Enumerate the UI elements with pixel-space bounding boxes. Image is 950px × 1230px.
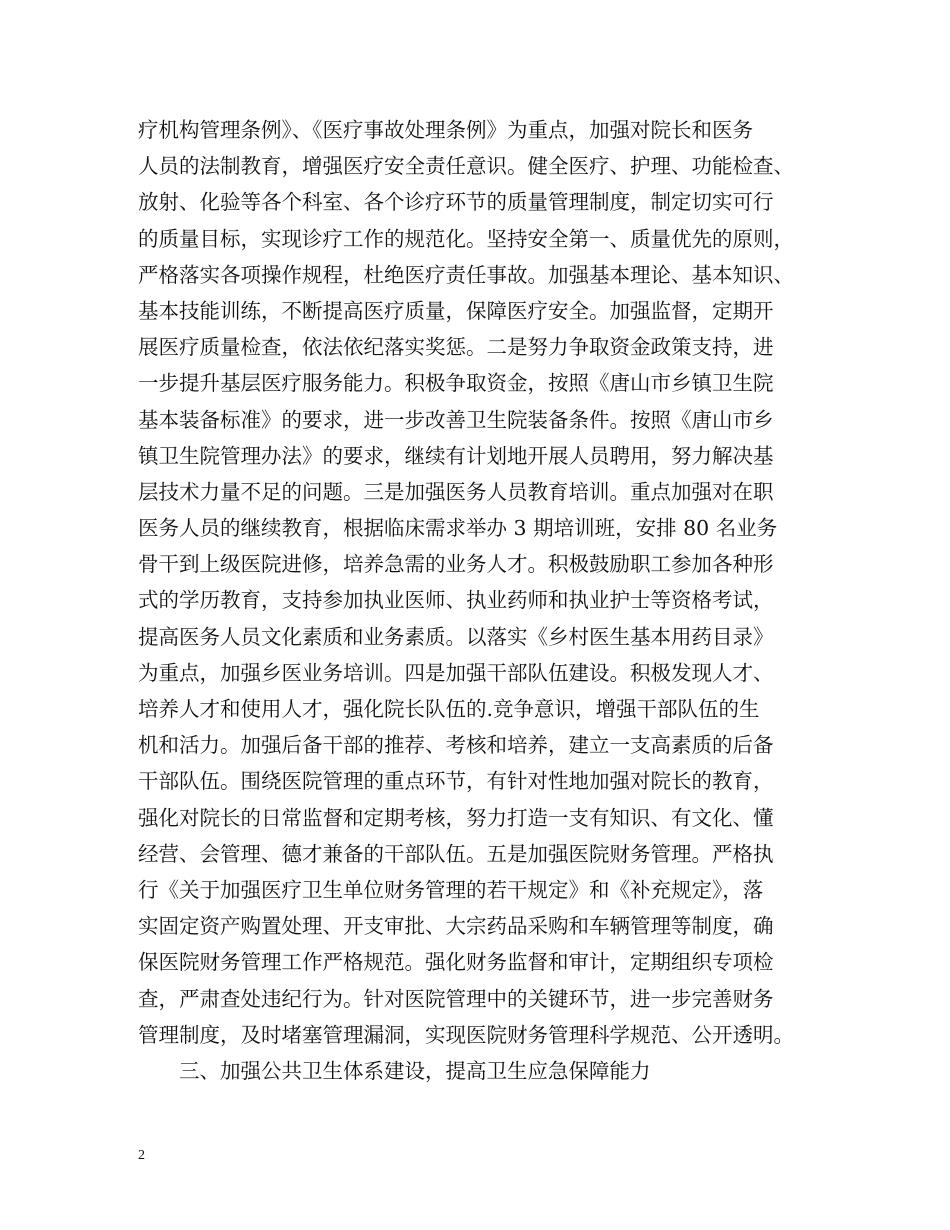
paragraph-line: 放射、化验等各个科室、各个诊疗环节的质量管理制度，制定切实可行 [138,190,774,215]
paragraph-line: 一步提升基层医疗服务能力。积极争取资金，按照《唐山市乡镇卫生院 [138,371,774,396]
paragraph-line: 经营、会管理、德才兼备的干部队伍。五是加强医院财务管理。严格执 [138,841,774,866]
paragraph-line: 严格落实各项操作规程，杜绝医疗责任事故。加强基本理论、基本知识、 [138,262,794,287]
paragraph-line: 展医疗质量检查，依法依纪落实奖惩。二是努力争取资金政策支持，进 [138,335,774,360]
section-heading: 三、加强公共卫生体系建设，提高卫生应急保障能力 [179,1058,651,1083]
paragraph-line: 式的学历教育，支持参加执业医师、执业药师和执业护士等资格考试， [138,588,774,613]
document-body [138,112,838,1089]
paragraph-line: 提高医务人员文化素质和业务素质。以落实《乡村医生基本用药目录》 [138,624,774,649]
paragraph-line: 干部队伍。围绕医院管理的重点环节，有针对性地加强对院长的教育， [138,769,774,794]
paragraph-line: 的质量目标，实现诊疗工作的规范化。坚持安全第一、质量优先的原则， [138,226,794,251]
paragraph-line: 为重点，加强乡医业务培训。四是加强干部队伍建设。积极发现人才、 [138,660,774,685]
paragraph-line: 骨干到上级医院进修，培养急需的业务人才。积极鼓励职工参加各种形 [138,552,774,577]
paragraph-line: 管理制度，及时堵塞管理漏洞，实现医院财务管理科学规范、公开透明。 [138,1022,794,1047]
paragraph-line: 层技术力量不足的问题。三是加强医务人员教育培训。重点加强对在职 [138,479,774,504]
paragraph-line: 实固定资产购置处理、开支审批、大宗药品采购和车辆管理等制度，确 [138,914,774,939]
paragraph-line: 保医院财务管理工作严格规范。强化财务监督和审计，定期组织专项检 [138,950,774,975]
paragraph-line: 查，严肃查处违纪行为。针对医院管理中的关键环节，进一步完善财务 [138,986,774,1011]
paragraph-line: 疗机构管理条例》、《医疗事故处理条例》为重点，加强对院长和医务 [138,118,753,142]
paragraph-line: 基本技能训练，不断提高医疗质量，保障医疗安全。加强监督，定期开 [138,298,774,323]
paragraph-line: 人员的法制教育，增强医疗安全责任意识。健全医疗、护理、功能检查、 [138,154,794,179]
paragraph-line: 机和活力。加强后备干部的推荐、考核和培养，建立一支高素质的后备 [138,733,774,758]
paragraph-line: 镇卫生院管理办法》的要求，继续有计划地开展人员聘用，努力解决基 [138,443,774,468]
paragraph-line: 医务人员的继续教育，根据临床需求举办 3 期培训班，安排 80 名业务 [138,516,778,541]
paragraph-line: 强化对院长的日常监督和定期考核，努力打造一支有知识、有文化、懂 [138,805,774,830]
paragraph-line: 基本装备标准》的要求，进一步改善卫生院装备条件。按照《唐山市乡 [138,407,774,432]
paragraph-line: 培养人才和使用人才，强化院长队伍的.竞争意识，增强干部队伍的生 [138,697,760,721]
page-number: 2 [138,1148,145,1163]
paragraph-line: 行《关于加强医疗卫生单位财务管理的若干规定》和《补充规定》，落 [138,877,764,902]
